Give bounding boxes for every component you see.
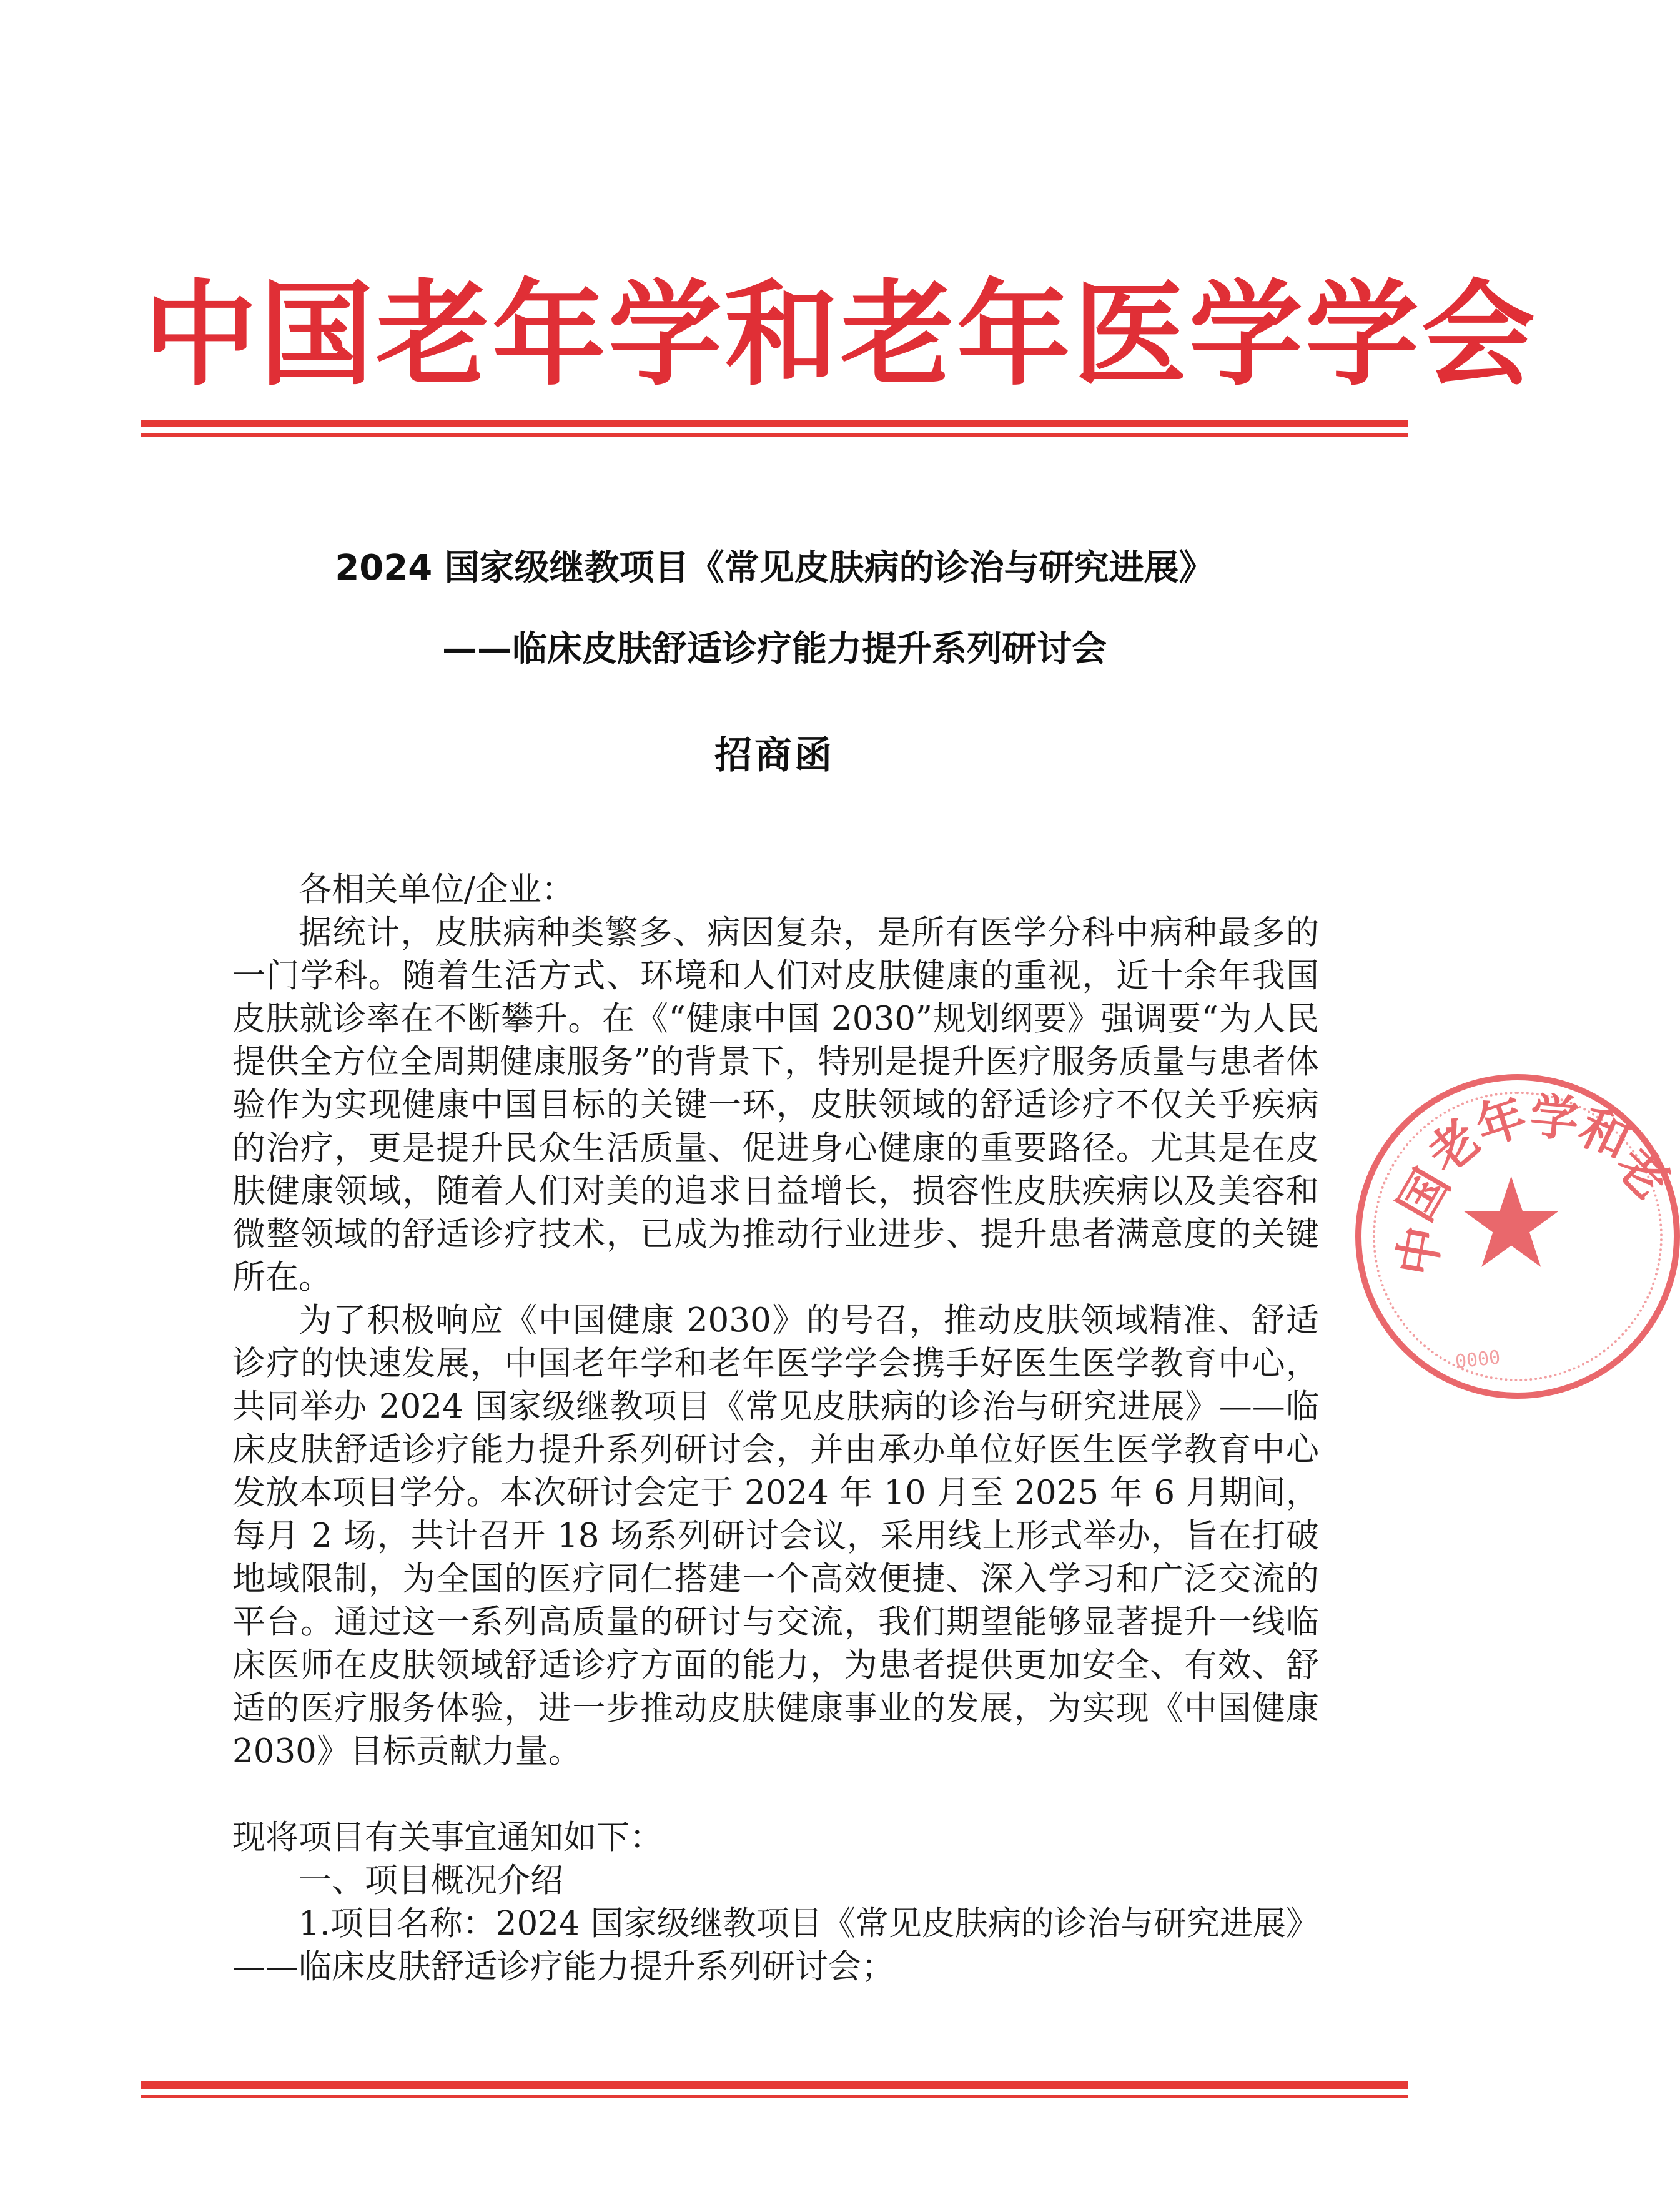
document-type: 招商函 [714,734,834,777]
seal-char: 年 [1470,1088,1534,1157]
seal-char: 国 [1388,1160,1461,1231]
project-name-item: 1.项目名称：2024 国家级继教项目《常见皮肤病的诊治与研究进展》——临床皮肤舒适诊疗能力提升系列研讨会； [232,1905,1319,1986]
seal-number: 0000 [1454,1346,1501,1373]
document-subtitle: ——临床皮肤舒适诊疗能力提升系列研讨会 [442,629,1107,669]
official-seal-stamp [1355,1074,1680,1399]
header-double-rule [141,420,1408,437]
seal-char: 和 [1570,1098,1639,1171]
section-heading: 一、项目概况介绍 [299,1862,563,1900]
organization-letterhead: 中国老年学和老年医学学会 [144,267,1538,401]
header-rule-thick [141,420,1408,427]
paragraph-project-intro: 为了积极响应《中国健康 2030》的号召，推动皮肤领域精准、舒适诊疗的快速发展，中国老年学和老年医学学会携手好医生医学教育中心，共同举办 2024 国家级继教项目《常见皮肤病的诊治与研究进展》——临床皮肤舒适诊疗能力提升系列研讨会，并由承办单位好医生医学教育中心发放本项目学分。本次研讨会定于 2024 年 10 月至 2025 年 6 月期间，每月 2 场，共计召开 18 场系列研讨会议，采用线上形式举办，旨在打破地域限制，为全国的医疗同仁搭建一个高效便捷、深入学习和广泛交流的平台。通过这一系列高质量的研讨与交流，我们期望能够显著提升一线临床医师在皮肤领域舒适诊疗方面的能力，为患者提供更加安全、有效、舒适的医疗服务体验，进一步推动皮肤健康事业的发展，为实现《中国健康 2030》目标贡献力量。 [232,1301,1319,1770]
seal-char: 老 [1418,1110,1491,1185]
seal-char: 老 [1604,1136,1679,1211]
footer-rule-thin [141,2095,1408,2098]
header-rule-thin [141,433,1408,437]
seal-char: 学 [1528,1088,1581,1149]
notice-line: 现将项目有关事宜通知如下： [232,1818,663,1857]
footer-rule-thick [141,2081,1408,2089]
salutation: 各相关单位/企业： [299,871,575,909]
document-title: 2024 国家级继教项目《常见皮肤病的诊治与研究进展》 [335,548,1214,588]
paragraph-background: 据统计，皮肤病种类繁多、病因复杂，是所有医学分科中病种最多的一门学科。随着生活方式、环境和人们对皮肤健康的重视，近十余年我国皮肤就诊率在不断攀升。在《“健康中国 2030”规划纲要》强调要“为人民提供全方位全周期健康服务”的背景下，特别是提升医疗服务质量与患者体验作为实现健康中国目标的关键一环，皮肤领域的舒适诊疗不仅关乎疾病的治疗，更是提升民众生活质量、促进身心健康的重要路径。尤其是在皮肤健康领域，随着人们对美的追求日益增长，损容性皮肤疾病以及美容和微整领域的舒适诊疗技术，已成为推动行业进步、提升患者满意度的关键所在。 [232,914,1319,1296]
letter-body [232,868,1319,1988]
seal-char: 中 [1388,1222,1453,1281]
seal-star-icon: ★ [1455,1151,1568,1296]
footer-double-rule [141,2081,1408,2098]
